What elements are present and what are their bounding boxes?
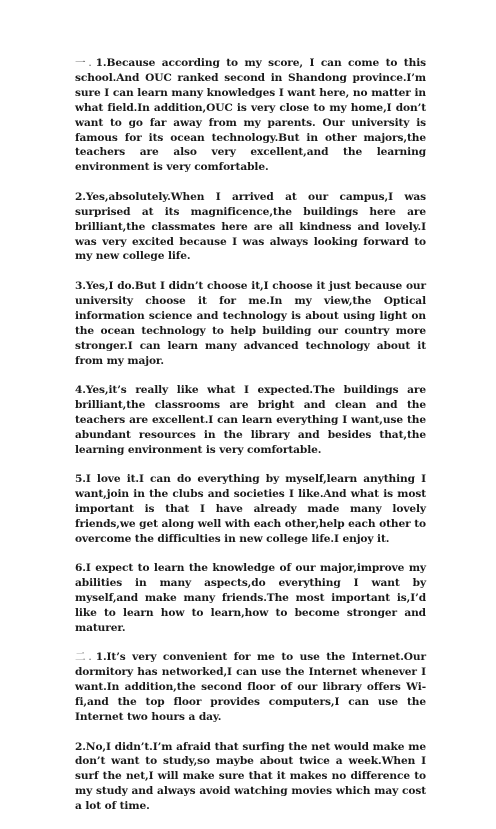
paragraph-8 — [75, 740, 426, 815]
section-two-marker: 二. — [75, 651, 92, 664]
paragraph-text: 1.It’s very convenient for me to use the Internet.Our dormitory has networked,I can use the Internet whenever I want.In addition,the second floor of our library offers Wi-fi,and the top floor provides computers,I can use the Internet two hours a day. — [75, 651, 426, 723]
paragraph-1 — [75, 56, 426, 175]
paragraph-2 — [75, 190, 426, 265]
paragraph-text: 6.I expect to learn the knowledge of our major,improve my abilities in many aspects,do everything I want by myself,and make many friends.The most important is,I’d like to learn how to learn,how to become stronger and maturer. — [75, 562, 426, 634]
paragraph-text: 1.Because according to my score, I can come to this school.And OUC ranked second in Shandong province.I’m sure I can learn many knowledges I want here, no matter in what field.In addition,OUC is very close to my home,I don’t want to go far away from my parents. Our university is famous for its ocean technology.But in other majors,the teachers are also very excellent,and the learning environment is very comfortable. — [75, 57, 426, 174]
paragraph-text: 5.I love it.I can do everything by myself,learn anything I want,join in the clubs and societies I like.And what is most important is that I have already made many lovely friends,we get along well with each other,help each other to overcome the difficulties in new college life.I enjoy it. — [75, 473, 426, 545]
paragraph-text: 2.No,I didn’t.I’m afraid that surfing the net would make me don’t want to study,so maybe about twice a week.When I surf the net,I will make sure that it makes no difference to my study and always avoid watching movies which may cost a lot of time. — [75, 740, 426, 813]
paragraph-3 — [75, 279, 426, 368]
paragraph-7 — [75, 650, 426, 725]
paragraph-text: 4.Yes,it’s really like what I expected.The buildings are brilliant,the classrooms are bright and clean and the teachers are excellent.I can learn everything I want,use the abundant resources in the library and besides that,the learning environment is very comfortable. — [75, 384, 426, 456]
paragraph-5 — [75, 472, 426, 547]
document-body — [75, 56, 426, 829]
section-one-marker: 一. — [75, 57, 92, 69]
paragraph-text: 3.Yes,I do.But I didn’t choose it,I choose it just because our university choose it for me.In my view,the Optical information science and technology is about using light on the ocean technology to help building our country more stronger.I can learn many advanced technology about it from my major. — [75, 279, 426, 367]
paragraph-4 — [75, 383, 426, 458]
paragraph-6 — [75, 561, 426, 636]
paragraph-text: 2.Yes,absolutely.When I arrived at our campus,I was surprised at its magnificence,the buildings here are brilliant,the classmates here are all kindness and lovely.I was very excited because I was always looking forward to my new college life. — [75, 190, 426, 263]
